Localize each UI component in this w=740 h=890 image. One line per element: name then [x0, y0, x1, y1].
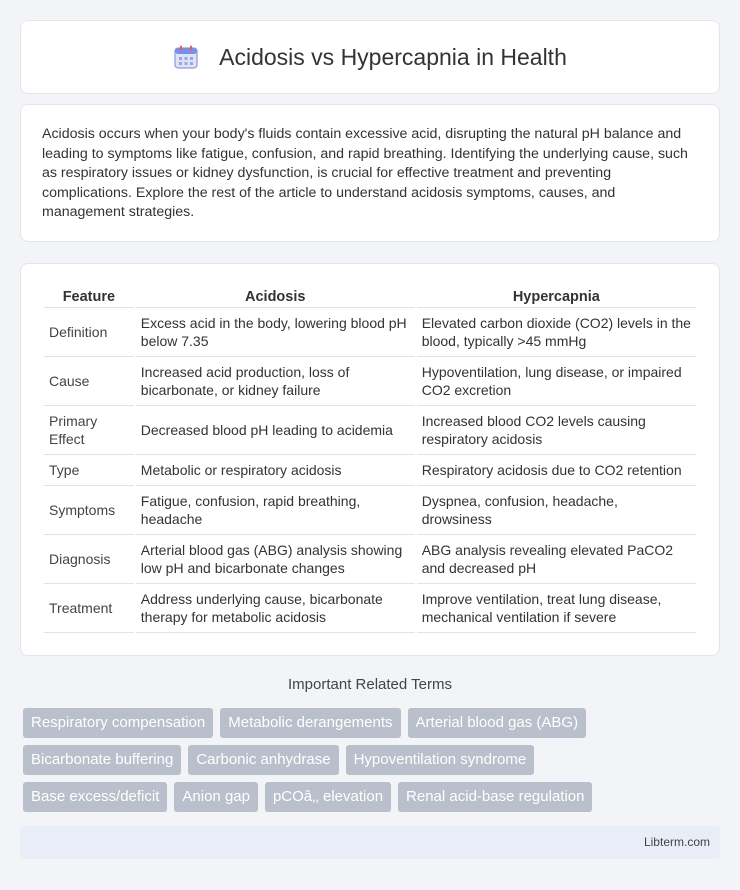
header-feature: Feature: [44, 284, 134, 308]
hypercapnia-cell: Dyspnea, confusion, headache, drowsiness: [417, 486, 696, 535]
term-tag[interactable]: Bicarbonate buffering: [23, 745, 181, 775]
term-tag[interactable]: Renal acid-base regulation: [398, 782, 592, 812]
page-title: Acidosis vs Hypercapnia in Health: [219, 43, 567, 70]
header-hypercapnia: Hypercapnia: [417, 284, 696, 308]
feature-cell: Type: [44, 455, 134, 486]
title-card: [20, 20, 720, 94]
feature-cell: Treatment: [44, 584, 134, 633]
footer: [20, 826, 720, 859]
term-tag[interactable]: Hypoventilation syndrome: [346, 745, 535, 775]
table-row: [44, 455, 696, 486]
intro-text: Acidosis occurs when your body's fluids contain excessive acid, disrupting the natural pH balance and leading to symptoms like fatigue, confusion, and rapid breathing. Identifying the underlying cause, such as respiratory issues or kidney dysfunction, is crucial for effective treatment and preventing complications. Explore the rest of the article to understand acidosis symptoms, causes, and management strategies.: [42, 126, 688, 220]
feature-cell: Diagnosis: [44, 535, 134, 584]
footer-site[interactable]: Libterm.com: [643, 835, 710, 849]
related-terms-title: Important Related Terms: [288, 676, 452, 693]
acidosis-cell: Address underlying cause, bicarbonate therapy for metabolic acidosis: [136, 584, 415, 633]
feature-cell: Primary Effect: [44, 406, 134, 455]
calendar-icon: [173, 44, 199, 70]
term-tag[interactable]: pCOâ‚‚ elevation: [265, 782, 391, 812]
term-tag[interactable]: Metabolic derangements: [220, 708, 400, 738]
comparison-table: [42, 284, 698, 633]
acidosis-cell: Excess acid in the body, lowering blood pH below 7.35: [136, 308, 415, 357]
hypercapnia-cell: Elevated carbon dioxide (CO2) levels in the blood, typically >45 mmHg: [417, 308, 696, 357]
term-tag[interactable]: Base excess/deficit: [23, 782, 167, 812]
table-row: [44, 308, 696, 357]
term-tag[interactable]: Arterial blood gas (ABG): [408, 708, 587, 738]
comparison-card: [20, 263, 720, 656]
acidosis-cell: Fatigue, confusion, rapid breathing, headache: [136, 486, 415, 535]
hypercapnia-cell: Hypoventilation, lung disease, or impaired CO2 excretion: [417, 357, 696, 406]
acidosis-cell: Decreased blood pH leading to acidemia: [136, 406, 415, 455]
header-acidosis: Acidosis: [136, 284, 415, 308]
table-row: [44, 535, 696, 584]
term-tag[interactable]: Carbonic anhydrase: [188, 745, 338, 775]
table-row: [44, 357, 696, 406]
table-row: [44, 406, 696, 455]
acidosis-cell: Arterial blood gas (ABG) analysis showing low pH and bicarbonate changes: [136, 535, 415, 584]
feature-cell: Definition: [44, 308, 134, 357]
table-row: [44, 486, 696, 535]
acidosis-cell: Metabolic or respiratory acidosis: [136, 455, 415, 486]
hypercapnia-cell: Increased blood CO2 levels causing respiratory acidosis: [417, 406, 696, 455]
feature-cell: Symptoms: [44, 486, 134, 535]
hypercapnia-cell: Respiratory acidosis due to CO2 retention: [417, 455, 696, 486]
term-tag[interactable]: Respiratory compensation: [23, 708, 213, 738]
hypercapnia-cell: ABG analysis revealing elevated PaCO2 and decreased pH: [417, 535, 696, 584]
intro-card: [20, 104, 720, 242]
term-tag[interactable]: Anion gap: [174, 782, 258, 812]
table-row: [44, 584, 696, 633]
acidosis-cell: Increased acid production, loss of bicarbonate, or kidney failure: [136, 357, 415, 406]
feature-cell: Cause: [44, 357, 134, 406]
related-terms: [23, 708, 723, 819]
hypercapnia-cell: Improve ventilation, treat lung disease, mechanical ventilation if severe: [417, 584, 696, 633]
